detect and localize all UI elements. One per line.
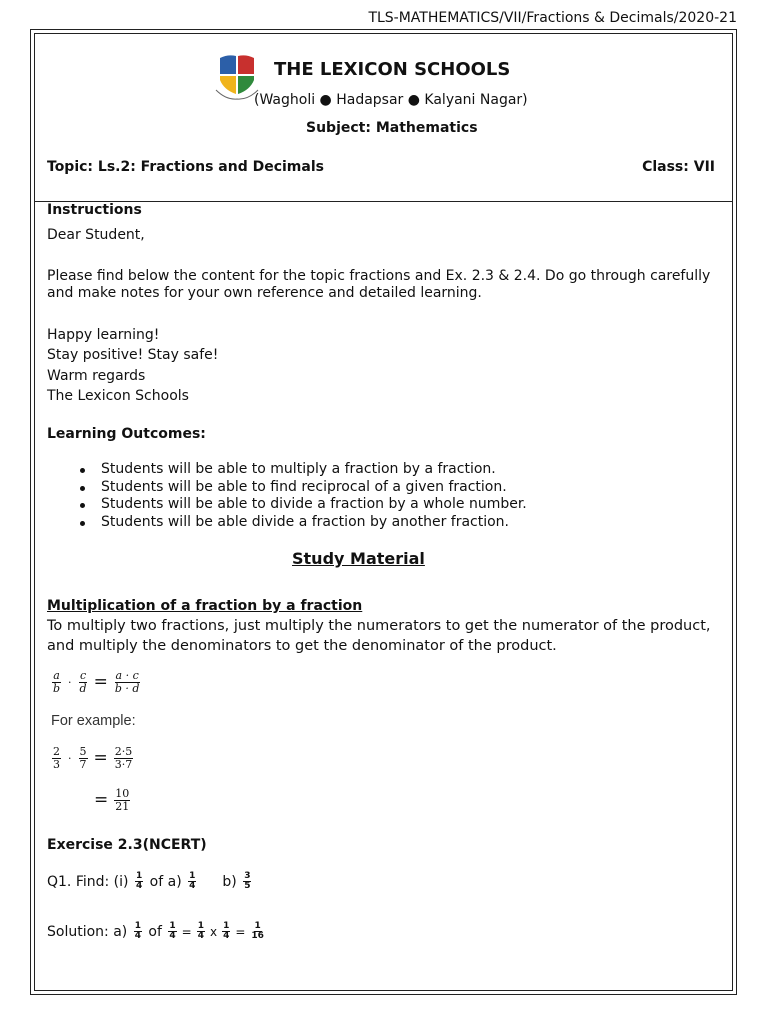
example-formula: $\frac{2}{3}$ · $\frac{5}{7}$ = $\frac{2\cdot 5}{3\cdot 7}$ xyxy=(53,745,133,771)
crest-quadrant-bottom-right xyxy=(238,76,254,94)
crest-scroll xyxy=(216,90,258,99)
fraction: $\frac{1}{4}$ xyxy=(169,921,176,942)
sign-off-line: Warm regards xyxy=(47,368,146,384)
exercise-title: Exercise 2.3(NCERT) xyxy=(47,837,207,853)
study-material-title: Study Material xyxy=(292,549,425,568)
learning-outcomes-title: Learning Outcomes: xyxy=(47,426,206,442)
solution-1: Solution: a) $\frac{1}{4}$ of $\frac{1}{4}$ = $\frac{1}{4}$ x $\frac{1}{4}$ = $\frac{1}{16}$ xyxy=(47,921,264,942)
list-item: Students will be able divide a fraction by another fraction. xyxy=(47,514,527,532)
fraction: $\frac{1}{16}$ xyxy=(251,921,264,942)
sign-off-line: Stay positive! Stay safe! xyxy=(47,347,219,363)
sign-off-line: The Lexicon Schools xyxy=(47,388,189,404)
fraction: $\frac{10}{21}$ xyxy=(115,787,130,813)
question-1: Q1. Find: (i) $\frac{1}{4}$ of a) $\frac{1}{4}$ b) $\frac{3}{5}$ xyxy=(47,871,251,892)
topic-label: Topic: Ls.2: Fractions and Decimals xyxy=(47,159,324,175)
section-text: To multiply two fractions, just multiply the numerators to get the numerator of the product, and multiply the denominators to get the denominator of the product. xyxy=(47,618,711,654)
fraction: $\frac{1}{4}$ xyxy=(135,871,143,892)
fraction: $\frac{2\cdot 5}{3\cdot 7}$ xyxy=(114,745,133,771)
school-name: THE LEXICON SCHOOLS xyxy=(274,59,511,80)
instructions-title: Instructions xyxy=(47,202,142,218)
list-item: Students will be able to find reciprocal of a given fraction. xyxy=(47,479,527,497)
campus-list: (Wagholi ● Hadapsar ● Kalyani Nagar) xyxy=(254,92,528,108)
fraction: $\frac{1}{4}$ xyxy=(189,871,196,892)
fraction: $\frac{c}{d}$ xyxy=(79,669,87,695)
greeting: Dear Student, xyxy=(47,227,145,243)
fraction: $\frac{5}{7}$ xyxy=(79,745,87,771)
fraction: $\frac{1}{4}$ xyxy=(223,921,230,942)
section-title: Multiplication of a fraction by a fraction xyxy=(47,598,363,614)
fraction: $\frac{3}{5}$ xyxy=(244,871,251,892)
crest-quadrant-top-right xyxy=(238,55,254,74)
list-item: Students will be able to divide a fraction by a whole number. xyxy=(47,496,527,514)
fraction: $\frac{a}{b}$ xyxy=(53,669,61,695)
general-formula: $\frac{a}{b}$ · $\frac{c}{d}$ = $\frac{a \cdot c}{b \cdot d}$ xyxy=(53,669,140,695)
subject-label: Subject: Mathematics xyxy=(306,120,478,136)
fraction: $\frac{2}{3}$ xyxy=(53,745,60,771)
fraction: $\frac{1}{4}$ xyxy=(197,921,204,942)
list-item: Students will be able to multiply a fraction by a fraction. xyxy=(47,461,527,479)
document-code: TLS-MATHEMATICS/VII/Fractions & Decimals/2020-21 xyxy=(368,10,737,26)
class-label: Class: VII xyxy=(642,159,715,175)
instructions-paragraph: Please find below the content for the topic fractions and Ex. 2.3 & 2.4. Do go through carefully and make notes for your own reference and detailed learning. xyxy=(47,268,711,301)
fraction: $\frac{1}{4}$ xyxy=(134,921,141,942)
example-label: For example: xyxy=(51,713,136,729)
learning-outcomes-list xyxy=(47,461,527,531)
example-result: = $\frac{10}{21}$ xyxy=(94,787,130,813)
sign-off-line: Happy learning! xyxy=(47,327,160,343)
fraction: $\frac{a \cdot c}{b \cdot d}$ xyxy=(114,669,140,695)
crest-quadrant-bottom-left xyxy=(220,76,236,94)
crest-quadrant-top-left xyxy=(220,55,236,74)
